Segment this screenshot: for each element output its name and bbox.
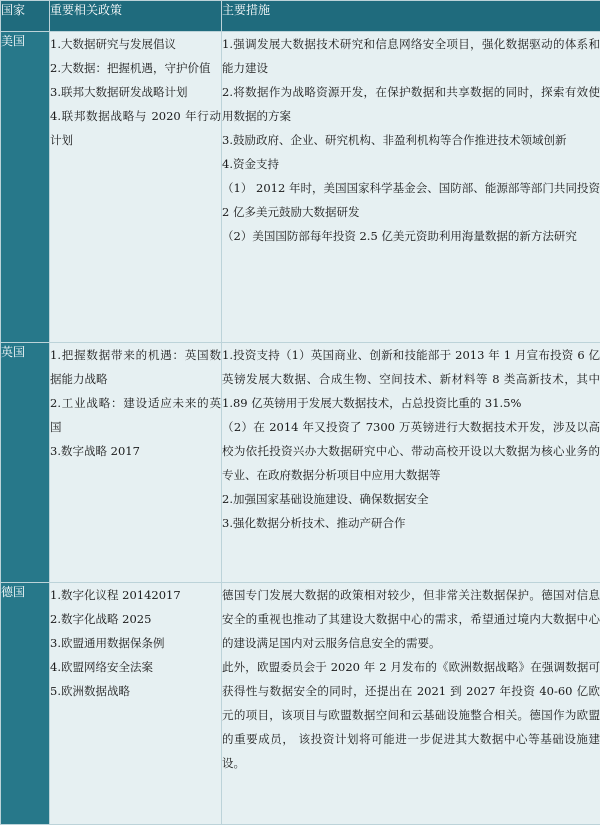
measure-cell xyxy=(222,583,600,825)
policy-item: 4.欧盟网络安全法案 xyxy=(50,660,153,674)
measure-item: 此外，欧盟委员会于 2020 年 2 月发布的《欧洲数据战略》在强调数据可获得性与数据安全的同时，还提出在 2021 到 2027 年投资 40-60 亿欧元的项目，该项目与欧盟数据空间和云基础设施整合相关。德国作为欧盟的重要成员， 该投资计划将可能进一步促进其大数据中心等基础设施建设。 xyxy=(222,660,600,770)
policy-item: 2.工业战略：建设适应未来的英国 xyxy=(50,396,221,434)
measure-cell xyxy=(222,343,600,583)
measure-item: 德国专门发展大数据的政策相对较少，但非常关注数据保护。德国对信息安全的重视也推动了其建设大数据中心的需求，希望通过境内大数据中心的建设满足国内对云服务信息安全的需要。 xyxy=(222,588,600,650)
header-country: 国家 xyxy=(1,1,50,32)
policy-item: 2.大数据：把握机遇，守护价值 xyxy=(50,61,211,75)
policy-item: 5.欧洲数据战略 xyxy=(50,684,130,698)
policy-item: 3.联邦大数据研发战略计划 xyxy=(50,85,188,99)
policy-item: 4.联邦数据战略与 2020 年行动计划 xyxy=(50,109,221,147)
policy-cell xyxy=(50,32,222,343)
policy-cell xyxy=(50,343,222,583)
policy-cell xyxy=(50,583,222,825)
measure-item: （1） 2012 年时，美国国家科学基金会、国防部、能源部等部门共同投资 2 亿多美元鼓励大数据研发 xyxy=(222,181,600,219)
country-cell: 德国 xyxy=(1,583,50,825)
measure-item: 1.强调发展大数据技术研究和信息网络安全项目，强化数据驱动的体系和能力建设 xyxy=(222,37,600,75)
measure-item: 4.资金支持 xyxy=(222,157,279,171)
table-row-de xyxy=(1,583,600,825)
header-policy: 重要相关政策 xyxy=(50,1,222,32)
country-cell: 美国 xyxy=(1,32,50,343)
table-row-us xyxy=(1,32,600,343)
measure-item: （2）美国国防部每年投资 2.5 亿美元资助利用海量数据的新方法研究 xyxy=(222,229,577,243)
policy-item: 1.大数据研究与发展倡议 xyxy=(50,37,176,51)
measure-item: 2.加强国家基础设施建设、确保数据安全 xyxy=(222,492,429,506)
header-row xyxy=(1,1,600,32)
policy-item: 3.欧盟通用数据保条例 xyxy=(50,636,165,650)
header-measures: 主要措施 xyxy=(222,1,600,32)
measure-item: 1.投资支持（1）英国商业、创新和技能部于 2013 年 1 月宣布投资 6 亿英镑发展大数据、合成生物、空间技术、新材料等 8 类高新技术，其中 1.89 亿英镑用于发展大数据技术，占总投资比重的 31.5% xyxy=(222,348,600,410)
measure-item: 3.强化数据分析技术、推动产研合作 xyxy=(222,516,406,530)
measure-item: 2.将数据作为战略资源开发，在保护数据和共享数据的同时，探索有效使用数据的方案 xyxy=(222,85,600,123)
policy-item: 1.把握数据带来的机遇：英国数据能力战略 xyxy=(50,348,221,386)
policy-item: 3.数字战略 2017 xyxy=(50,444,140,458)
policy-item: 2.数字化战略 2025 xyxy=(50,612,152,626)
measure-cell xyxy=(222,32,600,343)
country-cell: 英国 xyxy=(1,343,50,583)
measure-item: 3.鼓励政府、企业、研究机构、非盈利机构等合作推进技术领域创新 xyxy=(222,133,567,147)
measure-item: （2）在 2014 年又投资了 7300 万英镑进行大数据技术开发，涉及以高校为依托投资兴办大数据研究中心、带动高校开设以大数据为核心业务的专业、在政府数据分析项目中应用大数据等 xyxy=(222,420,600,482)
table-row-uk xyxy=(1,343,600,583)
policy-item: 1.数字化议程 20142017 xyxy=(50,588,181,602)
